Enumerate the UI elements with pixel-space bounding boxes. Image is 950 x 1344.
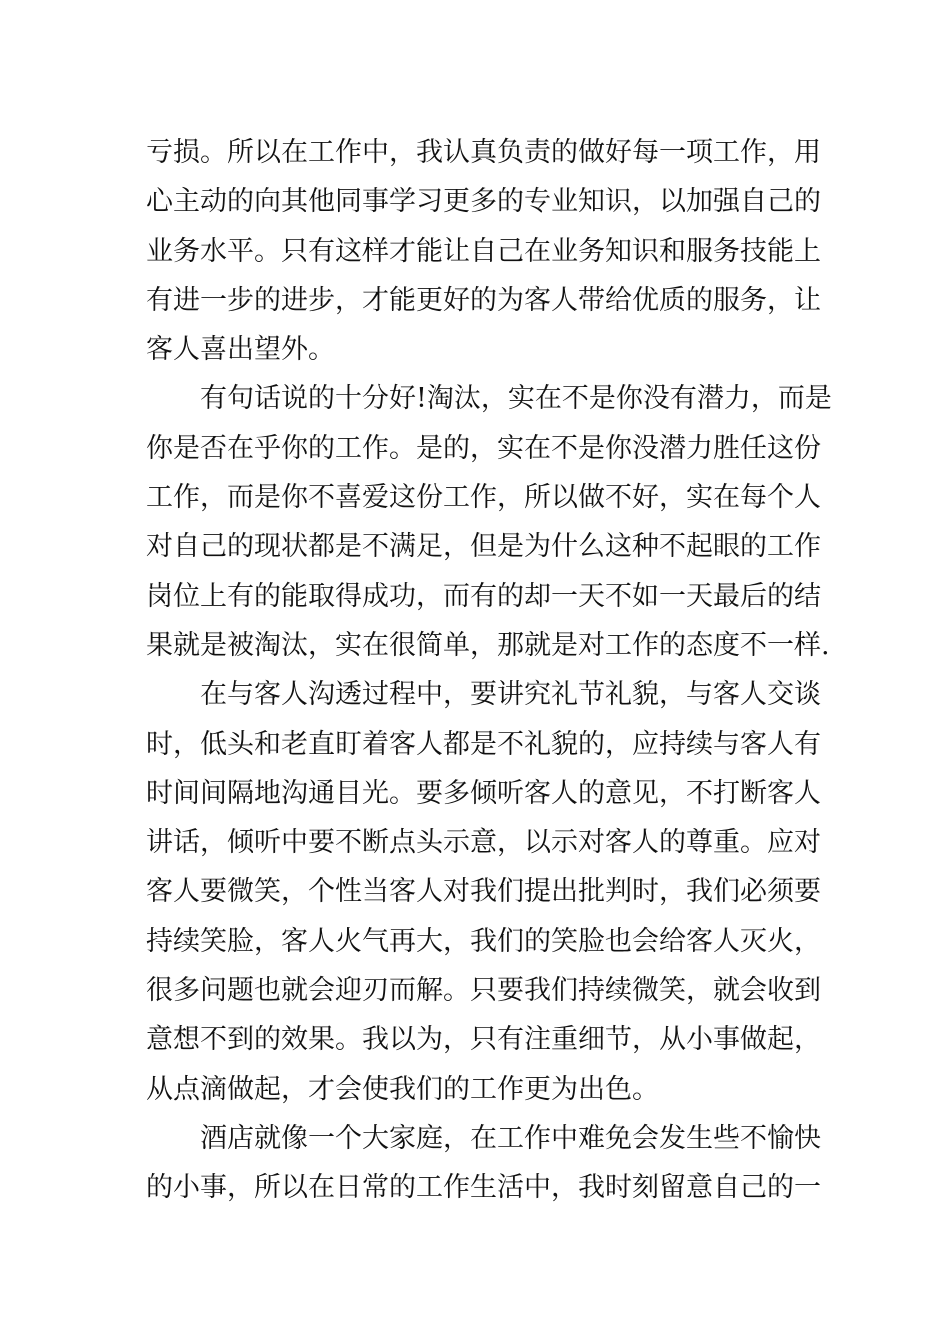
text-line: 对自己的现状都是不满足，但是为什么这种不起眼的工作: [146, 531, 821, 563]
text-line: 业务水平。只有这样才能让自己在业务知识和服务技能上: [146, 235, 821, 267]
body-text: [146, 128, 832, 1213]
text-line: 客人要微笑，个性当客人对我们提出批判时，我们必须要: [146, 876, 821, 908]
text-line: 时间间隔地沟通目光。要多倾听客人的意见，不打断客人: [146, 777, 821, 809]
text-line: 有进一步的进步，才能更好的为客人带给优质的服务，让: [146, 284, 821, 316]
text-line: 时，低头和老直盯着客人都是不礼貌的，应持续与客人有: [146, 728, 821, 760]
text-line: 心主动的向其他同事学习更多的专业知识，以加强自己的: [146, 186, 821, 218]
text-line: 从点滴做起，才会使我们的工作更为出色。: [146, 1073, 659, 1105]
paragraph: [146, 1114, 821, 1213]
text-line: 有句话说的十分好!淘汰，实在不是你没有潜力，而是: [200, 383, 832, 415]
text-line: 意想不到的效果。我以为，只有注重细节，从小事做起，: [146, 1024, 821, 1056]
text-line: 持续笑脸，客人火气再大，我们的笑脸也会给客人灭火，: [146, 925, 821, 957]
text-line: 亏损。所以在工作中，我认真负责的做好每一项工作，用: [146, 137, 821, 168]
text-line: 在与客人沟透过程中，要讲究礼节礼貌，与客人交谈: [200, 679, 821, 711]
text-line: 很多问题也就会迎刃而解。只要我们持续微笑，就会收到: [146, 975, 821, 1007]
text-line: 客人喜出望外。: [146, 334, 335, 366]
paragraph: [146, 374, 832, 670]
text-line: 工作，而是你不喜爱这份工作，所以做不好，实在每个人: [146, 482, 821, 514]
text-line: 你是否在乎你的工作。是的，实在不是你没潜力胜任这份: [146, 432, 821, 464]
paragraph: [146, 128, 821, 374]
text-line: 酒店就像一个大家庭，在工作中难免会发生些不愉快: [200, 1122, 821, 1154]
text-line: 岗位上有的能取得成功，而有的却一天不如一天最后的结: [146, 580, 821, 612]
text-line: 的小事，所以在日常的工作生活中，我时刻留意自己的一: [146, 1172, 821, 1204]
paragraph: [146, 670, 821, 1114]
text-line: 讲话，倾听中要不断点头示意，以示对客人的尊重。应对: [146, 827, 821, 859]
text-line: 果就是被淘汰，实在很简单，那就是对工作的态度不一样.: [146, 629, 830, 661]
